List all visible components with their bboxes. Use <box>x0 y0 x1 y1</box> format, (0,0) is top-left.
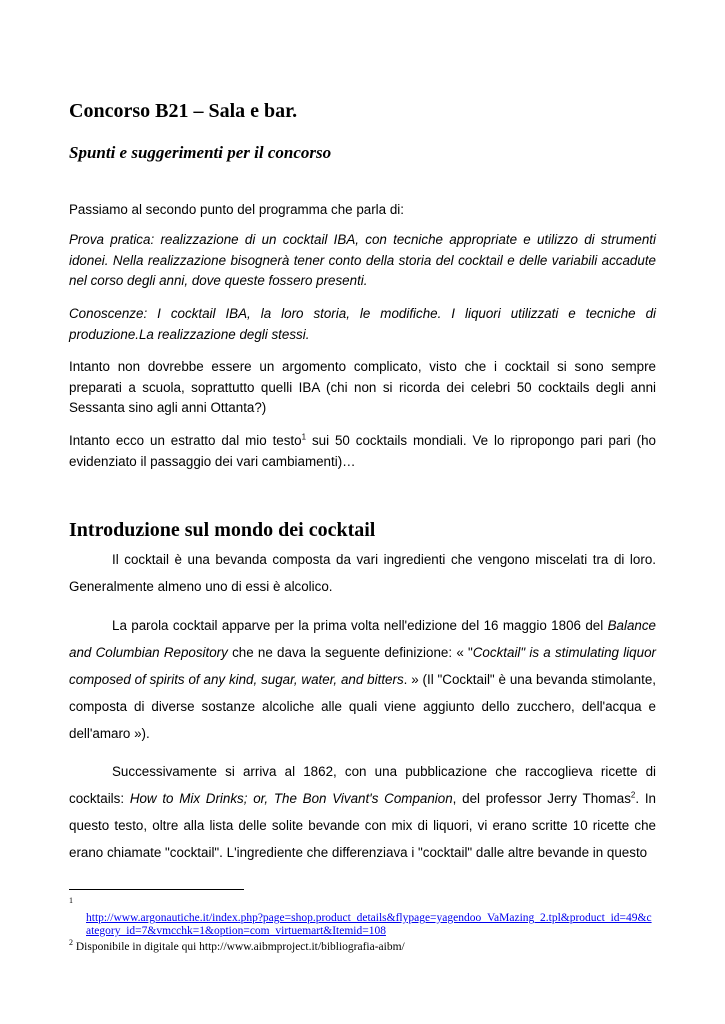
prova-pratica-paragraph: Prova pratica: realizzazione di un cocktail IBA, con tecniche appropriate e utilizzo di strumenti idonei. Nella realizzazione bisognerà tener conto della storia del cocktail e delle variabili accadute nel corso degli anni, dove queste fossero presenti. <box>69 232 656 288</box>
s2-text-b: che ne dava la seguente definizione: « " <box>227 645 473 660</box>
s2-italic-quote: Cocktail" is a stimulating liquor composed of spirits of any kind, sugar, water, and bitters <box>69 645 656 687</box>
s3-italic-book: How to Mix Drinks; or, The Bon Vivant's Companion <box>129 791 453 806</box>
footnote-separator <box>69 889 244 890</box>
intanto-paragraph-1: Intanto non dovrebbe essere un argomento complicato, visto che i cocktail si sono sempre preparati a scuola, soprattutto quelli IBA (chi non si ricorda dei celebri 50 cocktails degli anni Sessanta sino agli anni Ottanta?) <box>69 359 656 415</box>
intanto2-text-b: sui 50 cocktails mondiali. Ve lo ripropongo pari pari (ho evidenziato il passaggio dei vari cambiamenti)… <box>69 433 656 469</box>
section-paragraph-1: Il cocktail è una bevanda composta da vari ingredienti che vengono miscelati tra di loro. Generalmente almeno uno di essi è alcolico. <box>69 552 656 594</box>
document-subtitle: Spunti e suggerimenti per il concorso <box>69 143 332 162</box>
intro-paragraph: Passiamo al secondo punto del programma che parla di: <box>69 202 404 217</box>
footnote-1 <box>86 912 656 938</box>
intanto2-text-a: Intanto ecco un estratto dal mio testo <box>69 433 302 448</box>
footnote-1-number: 1 <box>69 896 73 905</box>
section-paragraph-3 <box>69 758 656 866</box>
footnote-1-link[interactable]: http://www.argonautiche.it/index.php?page=shop.product_details&flypage=yagendoo_VaMazing_2.tpl&product_id=49&category_id=7&vmcchk=1&option=com_virtuemart&Itemid=108 <box>86 912 652 937</box>
section-heading: Introduzione sul mondo dei cocktail <box>69 519 376 541</box>
footnote-2 <box>69 938 669 954</box>
footnote-ref-1: 1 <box>301 432 307 442</box>
footnote-ref-2: 2 <box>630 790 636 800</box>
s2-italic-title: Balance and Columbian Repository <box>69 618 656 660</box>
s3-text-c: . In questo testo, oltre alla lista delle solite bevande con mix di liquori, vi erano scritte 10 ricette che erano chiamate "cocktail". L'ingrediente che differenziava i "cocktail" dalle altre bevande in questo <box>69 791 657 860</box>
section-paragraph-2 <box>69 612 656 747</box>
document-title: Concorso B21 – Sala e bar. <box>69 100 298 122</box>
s2-text-a: La parola cocktail apparve per la prima volta nell'edizione del 16 maggio 1806 del <box>112 618 608 633</box>
footnote-2-number: 2 <box>69 938 73 948</box>
footnote-2-text: Disponibile in digitale qui http://www.aibmproject.it/bibliografia-aibm/ <box>73 941 405 953</box>
conoscenze-paragraph: Conoscenze: I cocktail IBA, la loro storia, le modifiche. I liquori utilizzati e tecniche di produzione.La realizzazione degli stessi. <box>69 306 656 342</box>
s3-text-a: Successivamente si arriva al 1862, con una pubblicazione che raccoglieva ricette di cocktails: <box>69 764 656 806</box>
intanto-paragraph-2 <box>69 431 656 472</box>
s2-text-c: . » (Il "Cocktail" è una bevanda stimolante, composta di diverse sostanze alcoliche alle quali viene aggiunto dello zucchero, dell'acqua e dell'amaro »). <box>69 672 657 741</box>
s3-text-b: , del professor Jerry Thomas <box>452 791 631 806</box>
